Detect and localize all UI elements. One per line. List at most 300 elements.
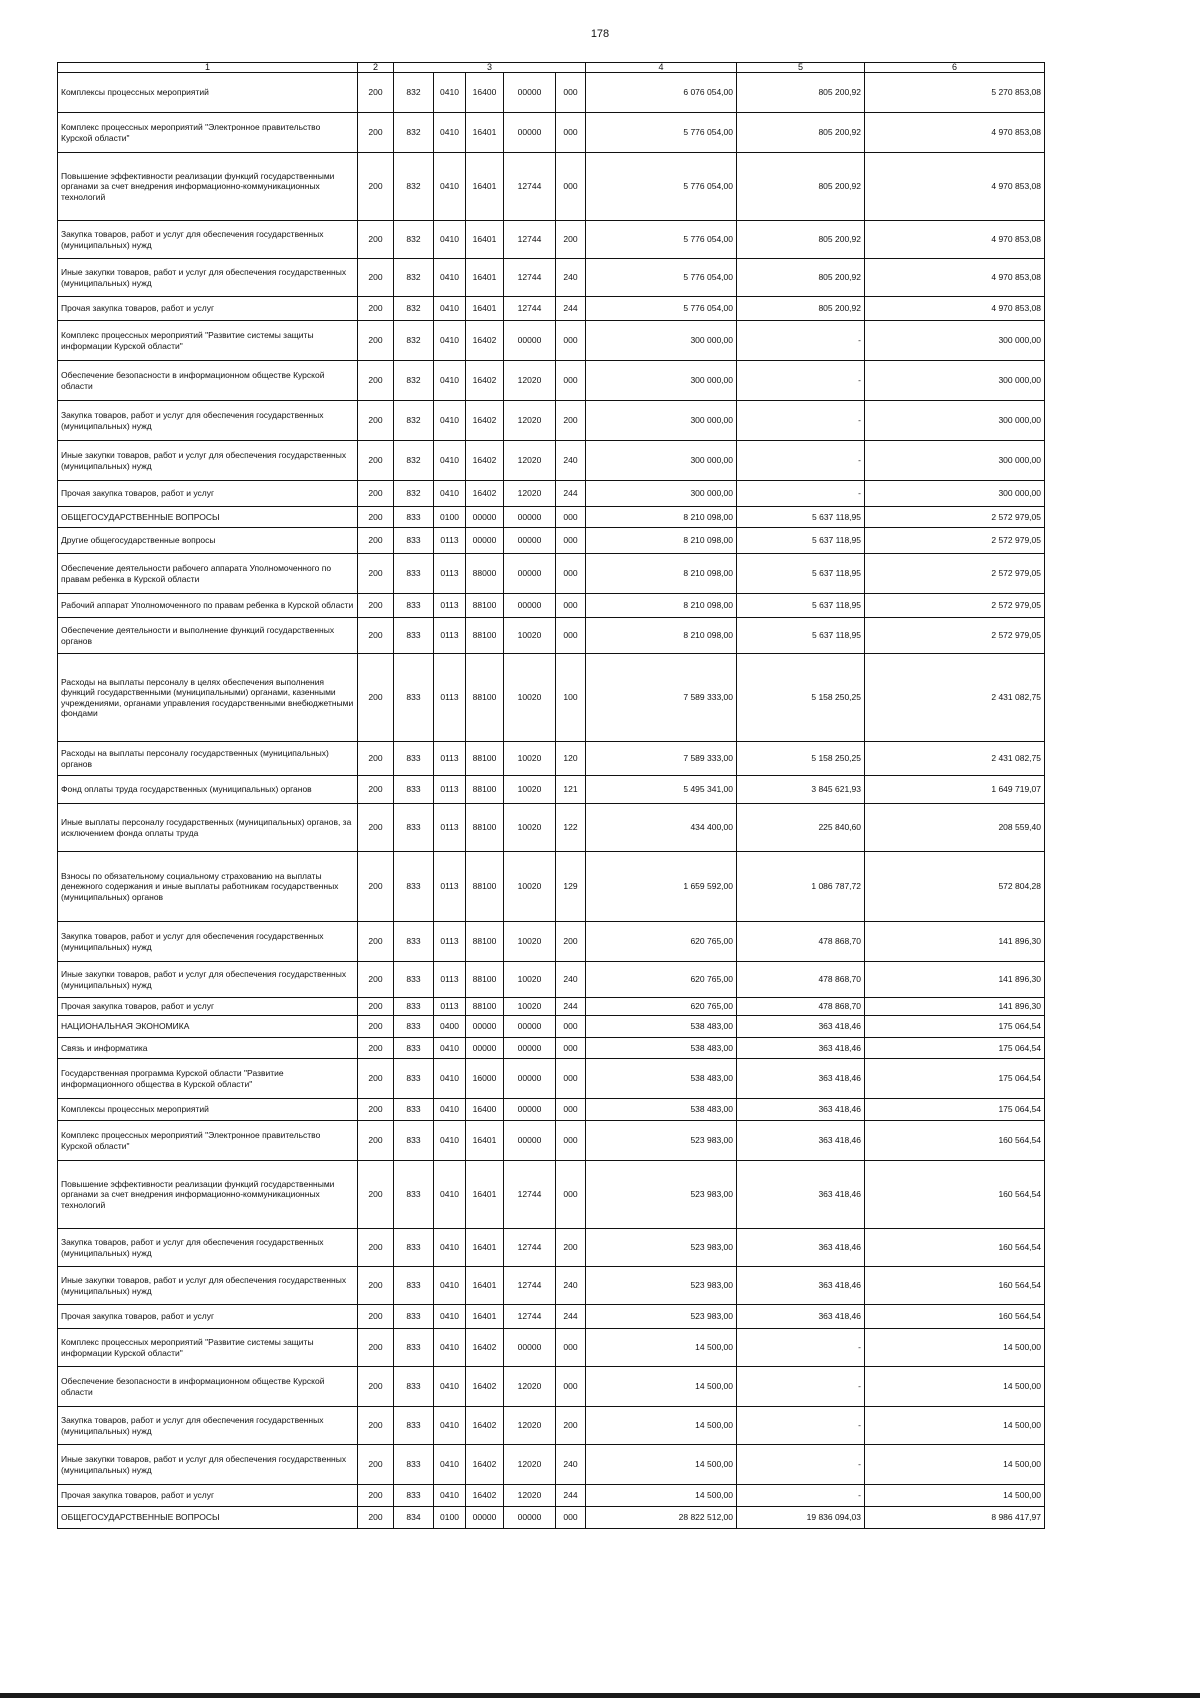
direction-code-cell: 12744 (504, 1305, 556, 1329)
section-code-cell: 0113 (434, 654, 466, 742)
column-2-cell: 200 (358, 1329, 394, 1367)
table-row (58, 1121, 1045, 1161)
section-code-cell: 0410 (434, 1099, 466, 1121)
admin-code-cell: 832 (394, 259, 434, 297)
amount-col6-cell: 8 986 417,97 (865, 1507, 1045, 1529)
column-2-cell: 200 (358, 962, 394, 998)
amount-col4-cell: 5 776 054,00 (586, 221, 737, 259)
expense-type-cell: 000 (556, 1367, 586, 1407)
section-code-cell: 0410 (434, 113, 466, 153)
amount-col5-cell: 225 840,60 (737, 804, 865, 852)
expense-type-cell: 200 (556, 922, 586, 962)
amount-col6-cell: 160 564,54 (865, 1267, 1045, 1305)
amount-col4-cell: 538 483,00 (586, 1016, 737, 1038)
direction-code-cell: 12744 (504, 221, 556, 259)
program-code-cell: 16402 (466, 361, 504, 401)
column-2-cell: 200 (358, 1099, 394, 1121)
admin-code-cell: 833 (394, 1267, 434, 1305)
expense-type-cell: 000 (556, 1161, 586, 1229)
row-name-cell: Фонд оплаты труда государственных (муниципальных) органов (58, 776, 358, 804)
admin-code-cell: 833 (394, 998, 434, 1016)
admin-code-cell: 832 (394, 481, 434, 507)
admin-code-cell: 832 (394, 153, 434, 221)
column-2-cell: 200 (358, 618, 394, 654)
amount-col4-cell: 620 765,00 (586, 922, 737, 962)
section-code-cell: 0113 (434, 922, 466, 962)
table-row (58, 1507, 1045, 1529)
expense-type-cell: 240 (556, 441, 586, 481)
amount-col6-cell: 2 572 979,05 (865, 507, 1045, 528)
amount-col6-cell: 141 896,30 (865, 962, 1045, 998)
expense-type-cell: 000 (556, 1099, 586, 1121)
expense-type-cell: 000 (556, 1329, 586, 1367)
direction-code-cell: 12744 (504, 259, 556, 297)
amount-col4-cell: 300 000,00 (586, 441, 737, 481)
row-name-cell: Связь и информатика (58, 1038, 358, 1059)
amount-col6-cell: 300 000,00 (865, 321, 1045, 361)
column-2-cell: 200 (358, 297, 394, 321)
column-2-cell: 200 (358, 1407, 394, 1445)
table-row (58, 361, 1045, 401)
column-header-row (58, 63, 1045, 73)
amount-col4-cell: 434 400,00 (586, 804, 737, 852)
admin-code-cell: 832 (394, 441, 434, 481)
direction-code-cell: 00000 (504, 1099, 556, 1121)
amount-col5-cell: 363 418,46 (737, 1038, 865, 1059)
column-2-cell: 200 (358, 1367, 394, 1407)
section-code-cell: 0410 (434, 297, 466, 321)
section-code-cell: 0410 (434, 1161, 466, 1229)
amount-col5-cell: 805 200,92 (737, 73, 865, 113)
column-header: 5 (737, 63, 865, 73)
amount-col6-cell: 175 064,54 (865, 1038, 1045, 1059)
section-code-cell: 0410 (434, 259, 466, 297)
section-code-cell: 0410 (434, 361, 466, 401)
amount-col5-cell: - (737, 481, 865, 507)
table-row (58, 401, 1045, 441)
program-code-cell: 16402 (466, 321, 504, 361)
admin-code-cell: 832 (394, 321, 434, 361)
direction-code-cell: 10020 (504, 922, 556, 962)
table-row (58, 221, 1045, 259)
expense-type-cell: 200 (556, 401, 586, 441)
program-code-cell: 88100 (466, 852, 504, 922)
amount-col6-cell: 14 500,00 (865, 1329, 1045, 1367)
column-header: 3 (394, 63, 586, 73)
amount-col5-cell: 5 637 118,95 (737, 507, 865, 528)
amount-col4-cell: 523 983,00 (586, 1267, 737, 1305)
amount-col4-cell: 523 983,00 (586, 1305, 737, 1329)
section-code-cell: 0410 (434, 1329, 466, 1367)
amount-col5-cell: - (737, 441, 865, 481)
row-name-cell: Обеспечение деятельности и выполнение функций государственных органов (58, 618, 358, 654)
expense-type-cell: 129 (556, 852, 586, 922)
row-name-cell: Прочая закупка товаров, работ и услуг (58, 1305, 358, 1329)
column-2-cell: 200 (358, 594, 394, 618)
section-code-cell: 0113 (434, 618, 466, 654)
program-code-cell: 16402 (466, 1329, 504, 1367)
row-name-cell: Прочая закупка товаров, работ и услуг (58, 481, 358, 507)
amount-col4-cell: 300 000,00 (586, 321, 737, 361)
amount-col5-cell: - (737, 1407, 865, 1445)
table-row (58, 962, 1045, 998)
amount-col5-cell: 363 418,46 (737, 1229, 865, 1267)
amount-col5-cell: - (737, 321, 865, 361)
row-name-cell: Закупка товаров, работ и услуг для обеспечения государственных (муниципальных) нужд (58, 1229, 358, 1267)
table-row (58, 1229, 1045, 1267)
amount-col6-cell: 2 431 082,75 (865, 742, 1045, 776)
expense-type-cell: 000 (556, 554, 586, 594)
amount-col4-cell: 538 483,00 (586, 1038, 737, 1059)
section-code-cell: 0113 (434, 742, 466, 776)
admin-code-cell: 833 (394, 1099, 434, 1121)
column-2-cell: 200 (358, 221, 394, 259)
section-code-cell: 0100 (434, 507, 466, 528)
row-name-cell: Закупка товаров, работ и услуг для обеспечения государственных (муниципальных) нужд (58, 1407, 358, 1445)
amount-col6-cell: 160 564,54 (865, 1305, 1045, 1329)
admin-code-cell: 833 (394, 962, 434, 998)
expense-type-cell: 000 (556, 1507, 586, 1529)
section-code-cell: 0410 (434, 1367, 466, 1407)
table-row (58, 153, 1045, 221)
expense-type-cell: 244 (556, 998, 586, 1016)
row-name-cell: Иные закупки товаров, работ и услуг для обеспечения государственных (муниципальных) нужд (58, 259, 358, 297)
direction-code-cell: 00000 (504, 1121, 556, 1161)
amount-col5-cell: 5 637 118,95 (737, 594, 865, 618)
table-row (58, 113, 1045, 153)
program-code-cell: 16401 (466, 1305, 504, 1329)
amount-col4-cell: 5 776 054,00 (586, 113, 737, 153)
section-code-cell: 0410 (434, 1267, 466, 1305)
direction-code-cell: 00000 (504, 554, 556, 594)
table-row (58, 776, 1045, 804)
program-code-cell: 16402 (466, 441, 504, 481)
expense-type-cell: 200 (556, 221, 586, 259)
section-code-cell: 0113 (434, 852, 466, 922)
section-code-cell: 0113 (434, 804, 466, 852)
row-name-cell: Обеспечение безопасности в информационном обществе Курской области (58, 361, 358, 401)
section-code-cell: 0113 (434, 998, 466, 1016)
column-header: 6 (865, 63, 1045, 73)
column-2-cell: 200 (358, 441, 394, 481)
row-name-cell: Расходы на выплаты персоналу государственных (муниципальных) органов (58, 742, 358, 776)
direction-code-cell: 00000 (504, 594, 556, 618)
amount-col6-cell: 572 804,28 (865, 852, 1045, 922)
admin-code-cell: 833 (394, 1305, 434, 1329)
section-code-cell: 0410 (434, 1445, 466, 1485)
admin-code-cell: 833 (394, 1161, 434, 1229)
program-code-cell: 88100 (466, 618, 504, 654)
expense-type-cell: 000 (556, 507, 586, 528)
row-name-cell: Комплексы процессных мероприятий (58, 73, 358, 113)
row-name-cell: Комплекс процессных мероприятий "Развитие системы защиты информации Курской области" (58, 321, 358, 361)
budget-table (57, 62, 1045, 1529)
amount-col6-cell: 2 572 979,05 (865, 618, 1045, 654)
amount-col5-cell: 805 200,92 (737, 153, 865, 221)
admin-code-cell: 833 (394, 1229, 434, 1267)
row-name-cell: Государственная программа Курской области "Развитие информационного общества в Курской области" (58, 1059, 358, 1099)
row-name-cell: ОБЩЕГОСУДАРСТВЕННЫЕ ВОПРОСЫ (58, 507, 358, 528)
amount-col6-cell: 160 564,54 (865, 1229, 1045, 1267)
program-code-cell: 16402 (466, 1485, 504, 1507)
amount-col6-cell: 4 970 853,08 (865, 153, 1045, 221)
direction-code-cell: 00000 (504, 321, 556, 361)
program-code-cell: 16401 (466, 1229, 504, 1267)
admin-code-cell: 833 (394, 1121, 434, 1161)
amount-col4-cell: 5 495 341,00 (586, 776, 737, 804)
direction-code-cell: 00000 (504, 528, 556, 554)
column-2-cell: 200 (358, 73, 394, 113)
amount-col4-cell: 8 210 098,00 (586, 554, 737, 594)
program-code-cell: 16401 (466, 153, 504, 221)
column-2-cell: 200 (358, 654, 394, 742)
amount-col4-cell: 620 765,00 (586, 962, 737, 998)
amount-col5-cell: 363 418,46 (737, 1016, 865, 1038)
expense-type-cell: 244 (556, 1305, 586, 1329)
amount-col5-cell: 5 637 118,95 (737, 554, 865, 594)
direction-code-cell: 10020 (504, 618, 556, 654)
amount-col4-cell: 14 500,00 (586, 1445, 737, 1485)
direction-code-cell: 00000 (504, 507, 556, 528)
expense-type-cell: 244 (556, 481, 586, 507)
expense-type-cell: 200 (556, 1407, 586, 1445)
amount-col6-cell: 208 559,40 (865, 804, 1045, 852)
expense-type-cell: 200 (556, 1229, 586, 1267)
amount-col6-cell: 4 970 853,08 (865, 221, 1045, 259)
direction-code-cell: 10020 (504, 852, 556, 922)
amount-col6-cell: 2 431 082,75 (865, 654, 1045, 742)
table-row (58, 481, 1045, 507)
amount-col6-cell: 175 064,54 (865, 1059, 1045, 1099)
table-row (58, 297, 1045, 321)
amount-col6-cell: 300 000,00 (865, 401, 1045, 441)
amount-col4-cell: 6 076 054,00 (586, 73, 737, 113)
direction-code-cell: 00000 (504, 73, 556, 113)
table-row (58, 618, 1045, 654)
direction-code-cell: 10020 (504, 776, 556, 804)
section-code-cell: 0113 (434, 528, 466, 554)
amount-col5-cell: 478 868,70 (737, 962, 865, 998)
program-code-cell: 16401 (466, 221, 504, 259)
section-code-cell: 0410 (434, 221, 466, 259)
program-code-cell: 88000 (466, 554, 504, 594)
amount-col6-cell: 2 572 979,05 (865, 554, 1045, 594)
table-row (58, 528, 1045, 554)
table-row (58, 1367, 1045, 1407)
amount-col6-cell: 14 500,00 (865, 1485, 1045, 1507)
expense-type-cell: 000 (556, 1059, 586, 1099)
amount-col6-cell: 14 500,00 (865, 1367, 1045, 1407)
column-2-cell: 200 (358, 1038, 394, 1059)
direction-code-cell: 12020 (504, 1367, 556, 1407)
amount-col4-cell: 523 983,00 (586, 1121, 737, 1161)
admin-code-cell: 833 (394, 594, 434, 618)
amount-col4-cell: 14 500,00 (586, 1367, 737, 1407)
column-2-cell: 200 (358, 998, 394, 1016)
section-code-cell: 0113 (434, 962, 466, 998)
program-code-cell: 16402 (466, 1445, 504, 1485)
program-code-cell: 00000 (466, 528, 504, 554)
admin-code-cell: 833 (394, 1038, 434, 1059)
column-2-cell: 200 (358, 1121, 394, 1161)
section-code-cell: 0410 (434, 1407, 466, 1445)
amount-col4-cell: 1 659 592,00 (586, 852, 737, 922)
row-name-cell: Комплекс процессных мероприятий "Электронное правительство Курской области" (58, 1121, 358, 1161)
column-2-cell: 200 (358, 507, 394, 528)
program-code-cell: 16401 (466, 113, 504, 153)
table-row (58, 73, 1045, 113)
section-code-cell: 0410 (434, 1485, 466, 1507)
amount-col4-cell: 8 210 098,00 (586, 618, 737, 654)
direction-code-cell: 00000 (504, 1329, 556, 1367)
section-code-cell: 0113 (434, 594, 466, 618)
amount-col4-cell: 538 483,00 (586, 1059, 737, 1099)
table-row (58, 1059, 1045, 1099)
direction-code-cell: 00000 (504, 1507, 556, 1529)
section-code-cell: 0410 (434, 321, 466, 361)
amount-col6-cell: 2 572 979,05 (865, 594, 1045, 618)
program-code-cell: 00000 (466, 1016, 504, 1038)
admin-code-cell: 833 (394, 1016, 434, 1038)
admin-code-cell: 832 (394, 221, 434, 259)
expense-type-cell: 000 (556, 1016, 586, 1038)
column-2-cell: 200 (358, 776, 394, 804)
direction-code-cell: 00000 (504, 113, 556, 153)
expense-type-cell: 244 (556, 297, 586, 321)
program-code-cell: 00000 (466, 507, 504, 528)
amount-col5-cell: 5 637 118,95 (737, 528, 865, 554)
amount-col4-cell: 5 776 054,00 (586, 259, 737, 297)
direction-code-cell: 10020 (504, 998, 556, 1016)
amount-col6-cell: 141 896,30 (865, 922, 1045, 962)
admin-code-cell: 833 (394, 554, 434, 594)
amount-col6-cell: 300 000,00 (865, 361, 1045, 401)
table-row (58, 441, 1045, 481)
row-name-cell: Комплексы процессных мероприятий (58, 1099, 358, 1121)
amount-col4-cell: 5 776 054,00 (586, 153, 737, 221)
column-header: 1 (58, 63, 358, 73)
expense-type-cell: 000 (556, 153, 586, 221)
column-2-cell: 200 (358, 1445, 394, 1485)
column-2-cell: 200 (358, 1485, 394, 1507)
amount-col5-cell: 363 418,46 (737, 1121, 865, 1161)
expense-type-cell: 000 (556, 594, 586, 618)
section-code-cell: 0410 (434, 481, 466, 507)
program-code-cell: 16402 (466, 401, 504, 441)
admin-code-cell: 833 (394, 1329, 434, 1367)
amount-col4-cell: 300 000,00 (586, 401, 737, 441)
amount-col4-cell: 8 210 098,00 (586, 528, 737, 554)
amount-col4-cell: 300 000,00 (586, 361, 737, 401)
table-row (58, 852, 1045, 922)
direction-code-cell: 00000 (504, 1016, 556, 1038)
column-2-cell: 200 (358, 321, 394, 361)
table-body (58, 73, 1045, 1529)
row-name-cell: Обеспечение безопасности в информационном обществе Курской области (58, 1367, 358, 1407)
amount-col4-cell: 8 210 098,00 (586, 507, 737, 528)
direction-code-cell: 10020 (504, 742, 556, 776)
program-code-cell: 88100 (466, 998, 504, 1016)
amount-col4-cell: 523 983,00 (586, 1229, 737, 1267)
program-code-cell: 88100 (466, 922, 504, 962)
admin-code-cell: 833 (394, 1407, 434, 1445)
amount-col6-cell: 1 649 719,07 (865, 776, 1045, 804)
row-name-cell: Взносы по обязательному социальному страхованию на выплаты денежного содержания и иные выплаты работникам государственных (муниципальных) органов (58, 852, 358, 922)
admin-code-cell: 833 (394, 1445, 434, 1485)
page-number: 178 (590, 28, 610, 40)
table-row (58, 1267, 1045, 1305)
expense-type-cell: 122 (556, 804, 586, 852)
direction-code-cell: 10020 (504, 804, 556, 852)
table-row (58, 594, 1045, 618)
amount-col5-cell: 363 418,46 (737, 1267, 865, 1305)
program-code-cell: 88100 (466, 776, 504, 804)
amount-col4-cell: 523 983,00 (586, 1161, 737, 1229)
direction-code-cell: 12744 (504, 297, 556, 321)
amount-col6-cell: 4 970 853,08 (865, 297, 1045, 321)
amount-col6-cell: 300 000,00 (865, 481, 1045, 507)
expense-type-cell: 240 (556, 259, 586, 297)
direction-code-cell: 12020 (504, 401, 556, 441)
column-2-cell: 200 (358, 852, 394, 922)
amount-col4-cell: 14 500,00 (586, 1407, 737, 1445)
expense-type-cell: 000 (556, 113, 586, 153)
direction-code-cell: 00000 (504, 1059, 556, 1099)
program-code-cell: 16400 (466, 73, 504, 113)
direction-code-cell: 12020 (504, 441, 556, 481)
expense-type-cell: 000 (556, 528, 586, 554)
direction-code-cell: 12020 (504, 1485, 556, 1507)
program-code-cell: 16401 (466, 1267, 504, 1305)
amount-col4-cell: 538 483,00 (586, 1099, 737, 1121)
amount-col5-cell: 1 086 787,72 (737, 852, 865, 922)
column-2-cell: 200 (358, 113, 394, 153)
section-code-cell: 0100 (434, 1507, 466, 1529)
row-name-cell: Комплекс процессных мероприятий "Развитие системы защиты информации Курской области" (58, 1329, 358, 1367)
table-row (58, 742, 1045, 776)
admin-code-cell: 833 (394, 1059, 434, 1099)
column-2-cell: 200 (358, 922, 394, 962)
amount-col4-cell: 14 500,00 (586, 1485, 737, 1507)
row-name-cell: ОБЩЕГОСУДАРСТВЕННЫЕ ВОПРОСЫ (58, 1507, 358, 1529)
direction-code-cell: 00000 (504, 1038, 556, 1059)
section-code-cell: 0113 (434, 554, 466, 594)
amount-col4-cell: 28 822 512,00 (586, 1507, 737, 1529)
direction-code-cell: 12020 (504, 481, 556, 507)
amount-col6-cell: 175 064,54 (865, 1016, 1045, 1038)
section-code-cell: 0113 (434, 776, 466, 804)
amount-col5-cell: 805 200,92 (737, 221, 865, 259)
direction-code-cell: 10020 (504, 962, 556, 998)
amount-col5-cell: 19 836 094,03 (737, 1507, 865, 1529)
table-row (58, 1161, 1045, 1229)
section-code-cell: 0410 (434, 1059, 466, 1099)
section-code-cell: 0400 (434, 1016, 466, 1038)
admin-code-cell: 833 (394, 852, 434, 922)
amount-col5-cell: 805 200,92 (737, 113, 865, 153)
column-header: 4 (586, 63, 737, 73)
admin-code-cell: 832 (394, 113, 434, 153)
amount-col6-cell: 4 970 853,08 (865, 259, 1045, 297)
table-row (58, 554, 1045, 594)
admin-code-cell: 833 (394, 507, 434, 528)
admin-code-cell: 832 (394, 401, 434, 441)
expense-type-cell: 120 (556, 742, 586, 776)
section-code-cell: 0410 (434, 1229, 466, 1267)
table-row (58, 1099, 1045, 1121)
column-2-cell: 200 (358, 259, 394, 297)
amount-col6-cell: 141 896,30 (865, 998, 1045, 1016)
